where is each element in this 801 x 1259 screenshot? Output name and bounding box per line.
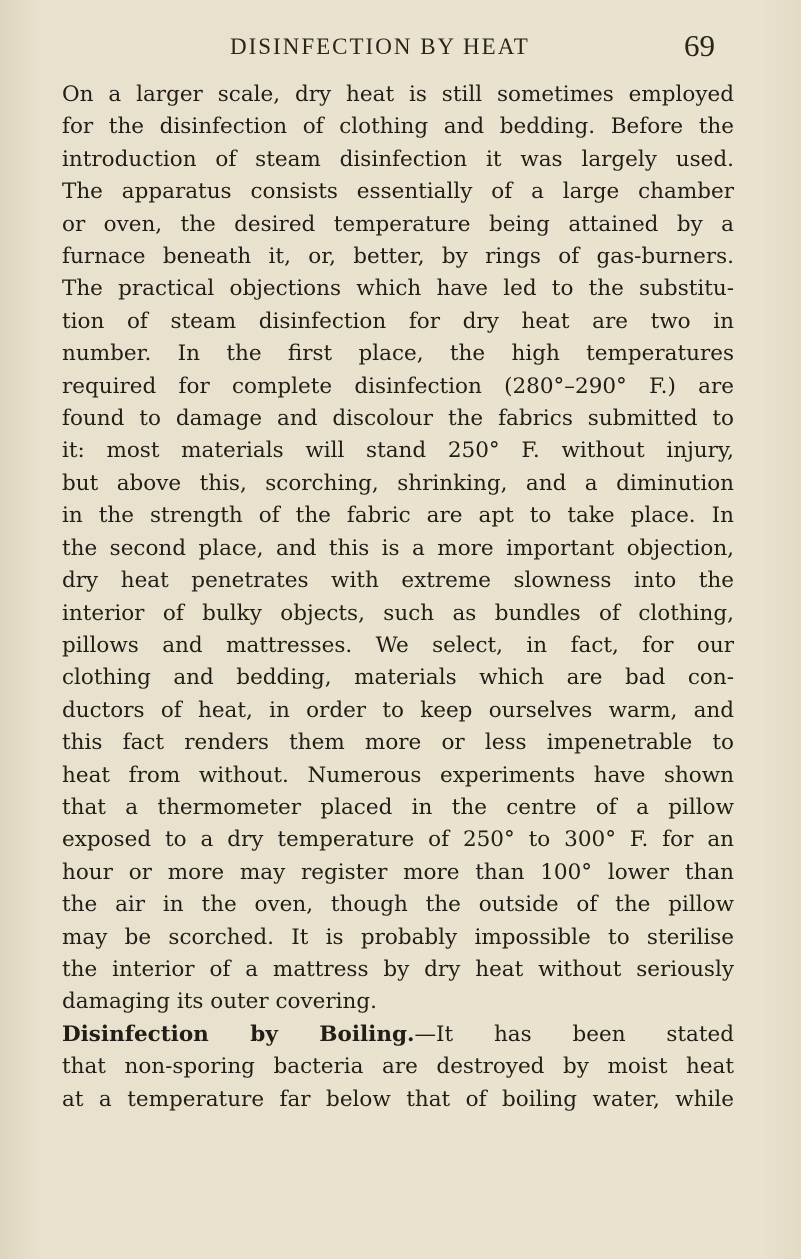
text-line: that a thermometer placed in the centre of a pillow <box>62 794 734 820</box>
text-line: furnace beneath it, or, better, by rings of gas-burners. <box>62 244 734 270</box>
text-line: damaging its outer covering. <box>62 989 377 1015</box>
text-line: it: most materials will stand 250° F. without injury, <box>62 438 734 464</box>
text-line: heat from without. Numerous experiments have shown <box>62 762 734 788</box>
text-line: dry heat penetrates with extreme slowness into the <box>62 568 734 594</box>
text-line: pillows and mattresses. We select, in fact, for our <box>62 632 734 658</box>
text-line: clothing and bedding, materials which are bad con- <box>62 665 734 691</box>
text-line: that non-sporing bacteria are destroyed by moist heat <box>62 1054 734 1080</box>
running-title: DISINFECTION BY HEAT <box>230 34 530 59</box>
text-line: required for complete disinfection (280°–290° F.) are <box>62 373 734 399</box>
section-first-line-text: —It has been stated <box>414 1021 735 1047</box>
section-heading: Disinfection by Boiling. <box>62 1021 415 1047</box>
text-line: this fact renders them more or less impenetrable to <box>62 730 734 756</box>
text-line: may be scorched. It is probably impossible to sterilise <box>62 924 734 950</box>
text-line: exposed to a dry temperature of 250° to 300° F. for an <box>62 827 734 853</box>
text-line: interior of bulky objects, such as bundles of clothing, <box>62 600 734 626</box>
text-line: number. In the first place, the high temperatures <box>62 341 734 367</box>
body-text <box>62 79 734 1116</box>
text-line: On a larger scale, dry heat is still sometimes employed <box>62 82 734 107</box>
text-line: hour or more may register more than 100° lower than <box>62 859 734 885</box>
text-line: The practical objections which have led to the substitu- <box>62 276 734 302</box>
running-head <box>0 28 801 68</box>
text-line: the air in the oven, though the outside of the pillow <box>62 892 734 918</box>
text-line: or oven, the desired temperature being attained by a <box>62 211 734 237</box>
text-line: at a temperature far below that of boiling water, while <box>62 1086 734 1112</box>
text-line: tion of steam disinfection for dry heat are two in <box>62 308 734 334</box>
text-line: The apparatus consists essentially of a large chamber <box>62 179 734 205</box>
text-line: found to damage and discolour the fabrics submitted to <box>62 406 734 432</box>
text-line: in the strength of the fabric are apt to take place. In <box>62 503 734 529</box>
text-line: introduction of steam disinfection it was largely used. <box>62 146 734 172</box>
text-line: the second place, and this is a more important objection, <box>62 535 734 561</box>
page-number: 69 <box>684 28 715 63</box>
text-line: but above this, scorching, shrinking, and a diminution <box>62 470 734 496</box>
text-line: ductors of heat, in order to keep ourselves warm, and <box>62 697 734 723</box>
text-line: for the disinfection of clothing and bedding. Before the <box>62 114 734 140</box>
text-line: the interior of a mattress by dry heat without seriously <box>62 956 734 982</box>
section-first-line <box>62 1019 734 1051</box>
